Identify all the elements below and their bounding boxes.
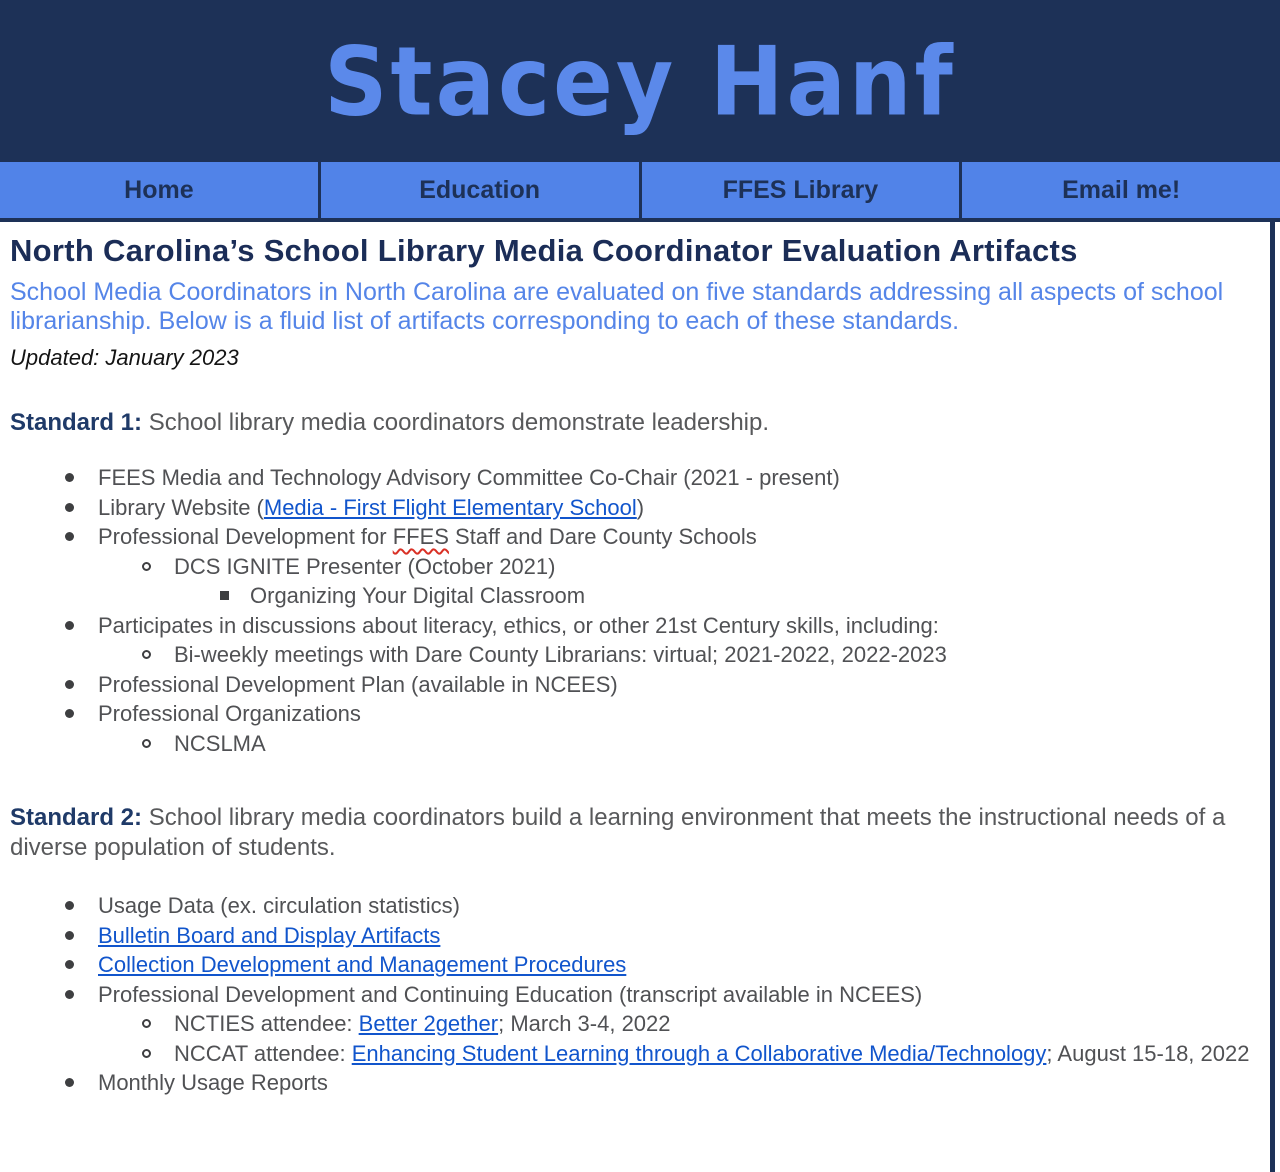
updated-note: Updated: January 2023 xyxy=(10,345,239,370)
list-item-text: Professional Development for xyxy=(98,524,393,549)
list-item xyxy=(10,670,1256,700)
list-item xyxy=(10,699,1256,729)
list-item-text: Bi-weekly meetings with Dare County Librarians: virtual; 2021-2022, 2022-2023 xyxy=(174,642,947,667)
bullet-disc-icon xyxy=(65,473,74,482)
list-item xyxy=(10,980,1256,1010)
list-item-text: Professional Organizations xyxy=(98,701,361,726)
list-item-text: Usage Data (ex. circulation statistics) xyxy=(98,893,460,918)
artifact-link[interactable]: Media - First Flight Elementary School xyxy=(263,494,637,520)
list-item-text: Monthly Usage Reports xyxy=(98,1070,328,1095)
standard-1-heading xyxy=(10,408,1255,438)
list-item xyxy=(10,463,1256,493)
list-item xyxy=(10,493,1256,523)
standard-1-label: Standard 1: xyxy=(10,409,143,436)
bullet-disc-icon xyxy=(65,621,74,630)
nav-item-ffes-library[interactable]: FFES Library xyxy=(642,162,963,218)
list-item xyxy=(10,611,1256,641)
bullet-circle-icon xyxy=(142,1019,151,1028)
artifact-link[interactable]: Enhancing Student Learning through a Collaborative Media/Technology xyxy=(351,1040,1047,1066)
bullet-circle-icon xyxy=(142,650,151,659)
nav-bar xyxy=(0,162,1280,222)
bullet-disc-icon xyxy=(65,990,74,999)
list-item xyxy=(10,1009,1256,1039)
nav-item-home[interactable]: Home xyxy=(0,162,321,218)
bullet-disc-icon xyxy=(65,901,74,910)
list-item xyxy=(10,729,1256,759)
list-item-text: ) xyxy=(636,494,645,520)
standard-2-description: School library media coordinators build a learning environment that meets the instructional needs of a diverse population of students. xyxy=(10,804,1226,861)
artifact-link[interactable]: Bulletin Board and Display Artifacts xyxy=(98,922,441,948)
list-item-text: Professional Development and Continuing Education (transcript available in NCEES) xyxy=(98,981,923,1007)
artifact-link[interactable]: Collection Development and Management Procedures xyxy=(98,952,627,977)
page-title: North Carolina’s School Library Media Coordinator Evaluation Artifacts xyxy=(10,233,1078,268)
list-item xyxy=(10,891,1256,921)
standard-1-list xyxy=(10,463,1256,758)
intro-paragraph: School Media Coordinators in North Carolina are evaluated on five standards addressing all aspects of school librarianship. Below is a fluid list of artifacts corresponding to each of these standards. xyxy=(10,278,1224,335)
bullet-disc-icon xyxy=(65,960,74,969)
standard-2-label: Standard 2: xyxy=(10,804,143,831)
list-item xyxy=(10,921,1256,951)
list-item-text: Library Website ( xyxy=(98,494,264,520)
bullet-circle-icon xyxy=(142,739,151,748)
bullet-circle-icon xyxy=(142,1049,151,1058)
list-item xyxy=(10,552,1256,582)
list-item xyxy=(10,1068,1256,1098)
list-item-text: FEES Media and Technology Advisory Committee Co-Chair (2021 - present) xyxy=(98,465,840,490)
bullet-disc-icon xyxy=(65,503,74,512)
site-title: Stacey Hanf xyxy=(324,25,956,137)
list-item-text: ; March 3-4, 2022 xyxy=(498,1011,671,1036)
list-item-text: NCSLMA xyxy=(174,730,266,756)
list-item-text: Professional Development Plan (available in NCEES) xyxy=(98,671,618,697)
list-item xyxy=(10,950,1256,980)
standard-1-description: School library media coordinators demonstrate leadership. xyxy=(142,409,770,436)
standard-1-section xyxy=(10,408,1256,758)
nav-item-education[interactable]: Education xyxy=(321,162,642,218)
nav-item-email-me[interactable]: Email me! xyxy=(1062,175,1181,204)
list-item-text: NCTIES attendee: xyxy=(174,1011,359,1036)
artifact-link[interactable]: Better 2gether xyxy=(358,1011,499,1036)
list-item xyxy=(10,640,1256,670)
header-banner xyxy=(0,0,1280,162)
standard-2-list xyxy=(10,891,1256,1098)
list-item-text: ; August 15-18, 2022 xyxy=(1046,1040,1250,1066)
standard-2-section xyxy=(10,803,1256,1098)
bullet-disc-icon xyxy=(65,680,74,689)
main-content xyxy=(0,222,1275,1172)
list-item-text: Organizing Your Digital Classroom xyxy=(250,583,586,608)
bullet-circle-icon xyxy=(142,562,151,571)
list-item xyxy=(10,1039,1256,1069)
list-item-text: Staff and Dare County Schools xyxy=(448,524,757,549)
bullet-square-icon xyxy=(220,591,229,600)
standard-2-heading xyxy=(10,803,1255,863)
bullet-disc-icon xyxy=(65,532,74,541)
misspelled-word: FFES xyxy=(392,524,449,549)
bullet-disc-icon xyxy=(65,1078,74,1087)
list-item-text: NCCAT attendee: xyxy=(174,1040,352,1066)
list-item-text: Participates in discussions about literacy, ethics, or other 21st Century skills, including: xyxy=(98,612,939,638)
list-item xyxy=(10,581,1256,611)
list-item-text: DCS IGNITE Presenter (October 2021) xyxy=(174,553,556,579)
list-item xyxy=(10,522,1256,552)
bullet-disc-icon xyxy=(65,709,74,718)
bullet-disc-icon xyxy=(65,931,74,940)
